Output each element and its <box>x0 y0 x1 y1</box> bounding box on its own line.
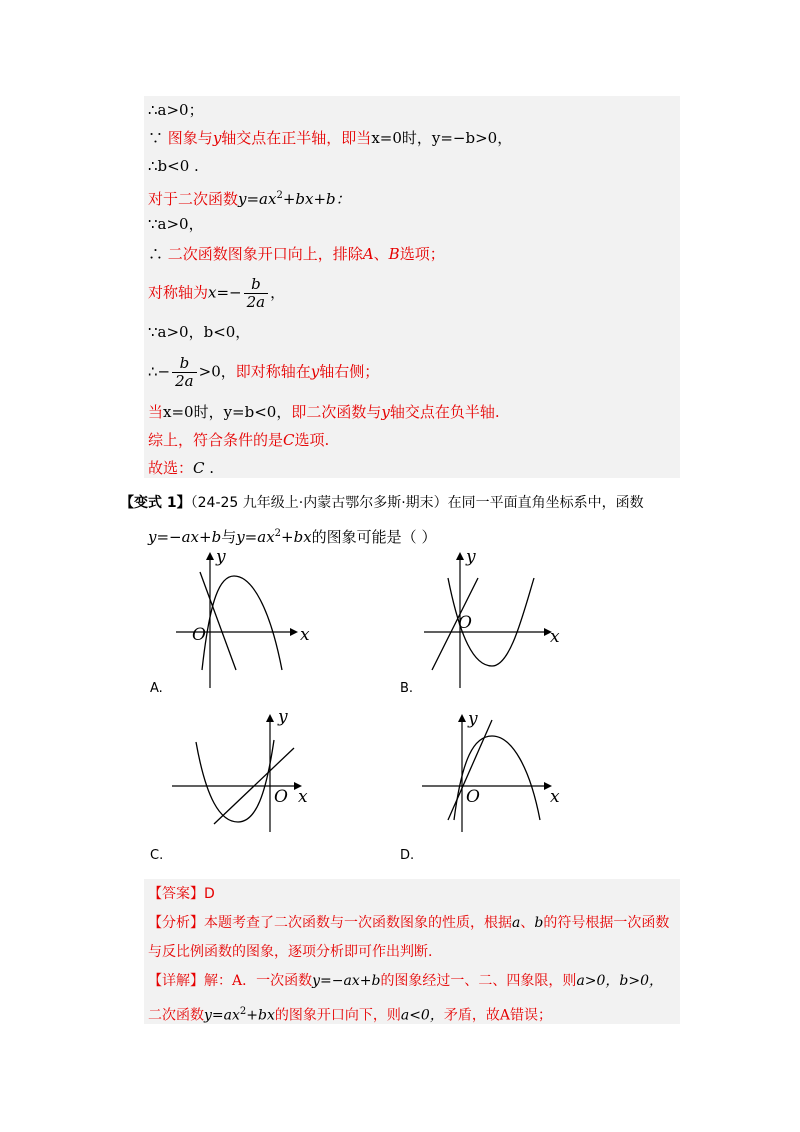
option-d-label[interactable]: D. <box>400 848 415 863</box>
y-axis-arrow <box>266 714 274 722</box>
question-line-2 <box>148 524 436 547</box>
formula-quadratic-tail: +bx <box>281 528 312 546</box>
text: 综上，符合条件的是 <box>148 431 284 449</box>
x-axis-label: x <box>300 625 310 645</box>
solution-line-2 <box>148 128 512 148</box>
answer-value: D <box>204 886 215 902</box>
question-text: 在同一平面直角坐标系中，函数 <box>447 495 644 511</box>
text: 与 <box>221 528 237 546</box>
text: 二次函数 <box>148 1007 204 1024</box>
numerator: b <box>244 276 269 294</box>
option-c-label[interactable]: C. <box>150 848 164 863</box>
x-axis-arrow <box>290 628 298 636</box>
text: 、 <box>373 245 389 263</box>
var: C <box>193 459 205 477</box>
text: 即二次函数与 <box>291 403 382 421</box>
text: 与反比例函数的图象，逐项分析即可作出判断. <box>148 944 433 960</box>
math-text: ∴b<0 . <box>148 157 199 175</box>
analysis-line-1 <box>148 913 669 933</box>
formula-linear: y=−ax+b <box>312 973 381 989</box>
y-axis-arrow <box>456 552 464 560</box>
origin-label: O <box>458 613 472 633</box>
numerator: b <box>172 355 197 373</box>
fraction <box>244 276 269 311</box>
math-text: a<0， <box>400 1007 444 1024</box>
math-text: ∵a>0， <box>148 215 204 233</box>
formula-quadratic-tail: +bx <box>246 1007 275 1024</box>
var: C <box>283 431 295 449</box>
text: 对于二次函数 <box>148 190 239 208</box>
solution-line-1 <box>148 100 204 120</box>
parabola <box>196 740 274 822</box>
text: 轴交点在负半轴. <box>389 403 500 421</box>
text: 选项； <box>399 245 445 263</box>
math-text: x=0时，y=−b>0， <box>371 129 513 147</box>
origin-label: O <box>192 625 206 645</box>
solution-line-10 <box>148 402 500 422</box>
x-axis-label: x <box>550 627 560 647</box>
denominator: 2a <box>246 293 266 311</box>
because-symbol: ∵ <box>148 129 164 147</box>
exponent: 2 <box>276 190 283 201</box>
text: 图象与 <box>167 129 213 147</box>
text: 故选： <box>148 459 194 477</box>
var: a <box>512 915 521 931</box>
therefore-symbol: ∴ <box>148 245 164 263</box>
origin-label: O <box>274 787 288 807</box>
solution-line-12 <box>148 458 214 478</box>
math-text: a>0，b>0， <box>576 973 664 989</box>
math-text: ∴− <box>148 362 171 381</box>
text: 矛盾，故A错误； <box>443 1007 552 1024</box>
option-a-graph <box>170 548 320 692</box>
formula-linear: y=−ax+b <box>148 528 222 546</box>
option-c-graph <box>170 710 320 836</box>
option-b-label[interactable]: B. <box>400 681 414 696</box>
text: 解：A．一次函数 <box>204 973 313 989</box>
math-text: x=0时，y=b<0， <box>163 403 292 421</box>
var: B <box>388 245 400 263</box>
math-text: ∴a>0； <box>148 101 204 119</box>
solution-line-7 <box>148 276 285 311</box>
detail-line-2 <box>148 1002 552 1026</box>
math-text: ∵a>0，b<0， <box>148 323 251 341</box>
text: 的符号根据一次函数 <box>543 915 670 931</box>
math-text: y=ax <box>238 190 277 208</box>
question-line-1 <box>120 493 644 513</box>
detail-tag: 【详解】 <box>148 973 204 989</box>
option-d-graph <box>410 710 560 836</box>
solution-line-3 <box>148 156 199 176</box>
var: y <box>310 362 320 381</box>
text: 二次函数图象开口向上，排除 <box>167 245 363 263</box>
text: . <box>204 459 215 477</box>
exponent: 2 <box>239 1006 247 1017</box>
question-tag: 【变式 1】 <box>120 495 191 511</box>
solution-line-5 <box>148 214 204 234</box>
question-source: （24-25 九年级上·内蒙古鄂尔多斯·期末） <box>190 495 448 511</box>
solution-line-6 <box>148 244 445 264</box>
y-axis-arrow <box>458 714 466 722</box>
x-axis-label: x <box>298 787 308 807</box>
var: b <box>534 915 544 931</box>
math-text: x=− <box>208 283 242 302</box>
y-axis-label: y <box>278 710 288 727</box>
x-axis-label: x <box>550 787 560 807</box>
origin-label: O <box>466 787 480 807</box>
analysis-tag: 【分析】 <box>148 915 204 931</box>
text: ， <box>270 283 286 302</box>
text: 即对称轴在 <box>235 362 311 381</box>
denominator: 2a <box>175 372 194 390</box>
text: 轴交点在正半轴，即当 <box>221 129 372 147</box>
var: y <box>381 403 390 421</box>
fraction <box>172 355 197 390</box>
y-axis-label: y <box>216 548 226 567</box>
analysis-line-2 <box>148 942 432 962</box>
y-axis-arrow <box>206 552 214 560</box>
var: A <box>362 245 374 263</box>
option-b-graph <box>410 548 560 692</box>
formula-quadratic: y=ax <box>204 1007 240 1024</box>
text: 本题考查了二次函数与一次函数图象的性质，根据 <box>204 915 512 931</box>
math-text: >0， <box>198 362 236 381</box>
solution-line-8 <box>148 322 250 342</box>
y-axis-label: y <box>468 710 478 729</box>
solution-line-9 <box>148 355 379 390</box>
question-text: 的图象可能是（ ） <box>311 528 437 546</box>
text: 的图象经过一、二、四象限，则 <box>380 973 577 989</box>
text: 、 <box>520 915 535 931</box>
detail-line-1 <box>148 971 663 991</box>
math-text: +bx+b： <box>282 190 351 208</box>
text: 轴右侧； <box>319 362 380 381</box>
exponent: 2 <box>274 528 282 539</box>
solution-line-4 <box>148 186 351 209</box>
straight-line <box>200 572 236 670</box>
text: 的图象开口向下，则 <box>274 1007 401 1024</box>
var: y <box>212 129 222 147</box>
text: 当 <box>148 403 164 421</box>
option-a-label[interactable]: A. <box>150 681 163 696</box>
solution-line-11 <box>148 430 329 450</box>
answer-tag: 【答案】 <box>148 886 204 902</box>
text: 对称轴为 <box>148 283 209 302</box>
answer-line <box>148 884 215 904</box>
text: 选项. <box>294 431 330 449</box>
parabola <box>202 576 282 670</box>
y-axis-label: y <box>466 548 476 567</box>
formula-quadratic: y=ax <box>236 528 275 546</box>
